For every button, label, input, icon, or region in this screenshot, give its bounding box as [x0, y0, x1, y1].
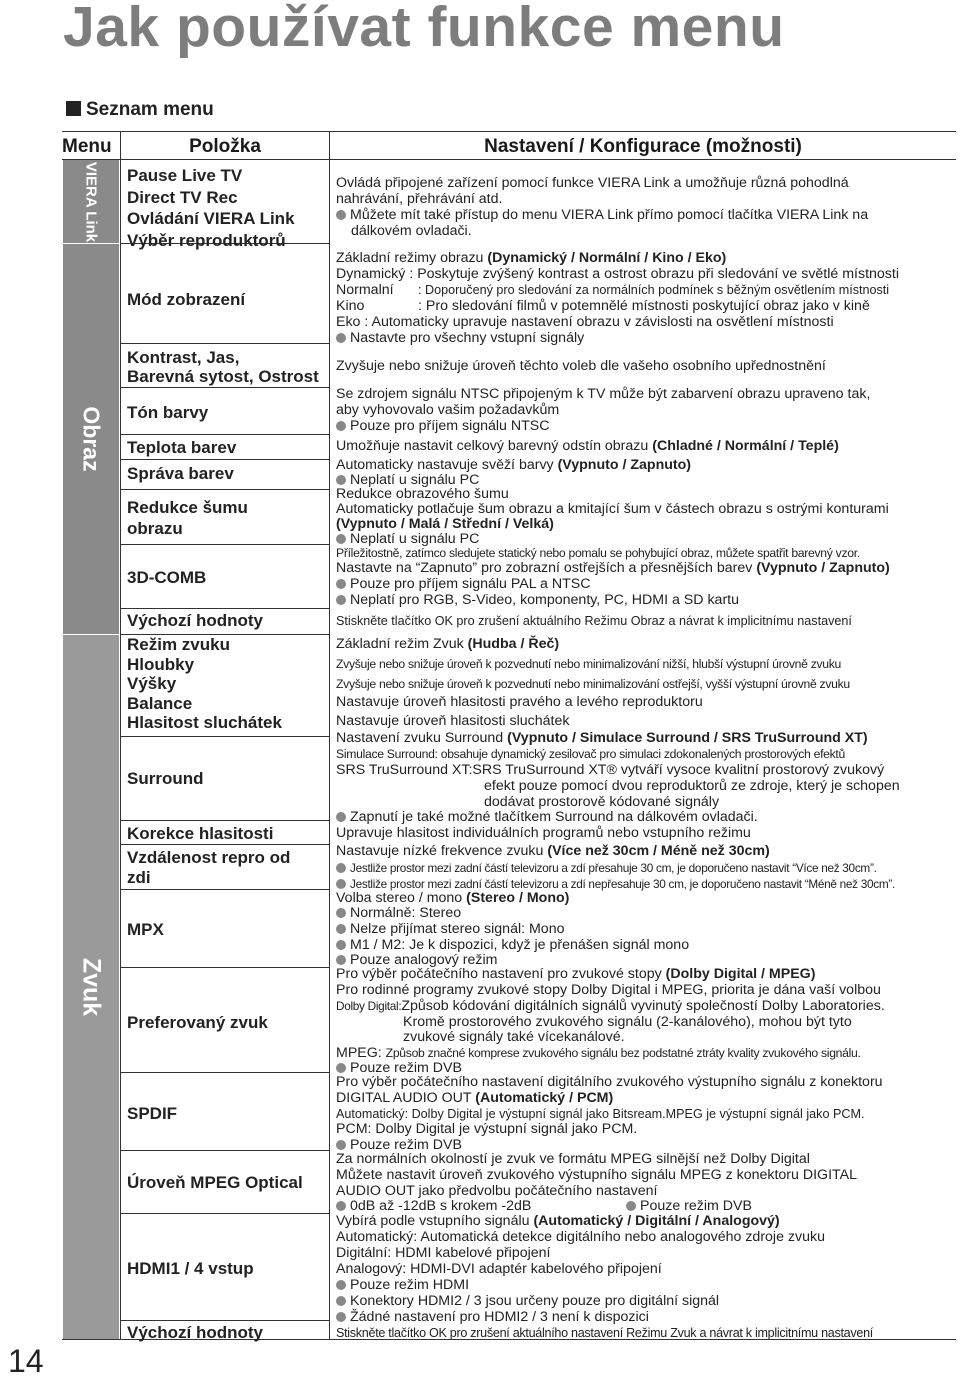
desc-line: Základní režimy obrazu (Dynamický / Normální / Kino / Eko) — [336, 250, 727, 266]
desc-line: Stiskněte tlačítko OK pro zrušení aktuálního nastavení Režimu Zvuk a návrat k implicitnímu nastavení — [336, 1326, 873, 1340]
desc-line: M1 / M2: Je k dispozici, když je přenášen signál mono — [336, 937, 689, 953]
item-vychozi-hodnoty-zvuk: Výchozí hodnoty — [127, 1323, 263, 1342]
desc-line: Neplatí pro RGB, S-Video, komponenty, PC, HDMI a SD kartu — [336, 592, 739, 608]
desc-line: Simulace Surround: obsahuje dynamický zesilovač pro simulaci zdokonalených prostorových efektů — [336, 747, 845, 761]
group-zvuk — [63, 634, 119, 1339]
bullet-icon — [336, 863, 346, 873]
desc-line: Pouze režim HDMI — [336, 1277, 469, 1293]
desc-line: Digitální: HDMI kabelové připojení — [336, 1245, 551, 1261]
header-settings: Nastavení / Konfigurace (možnosti) — [329, 131, 956, 160]
desc-line: Umožňuje nastavit celkový barevný odstín obrazu (Chladné / Normální / Teplé) — [336, 438, 839, 454]
bullet-icon — [336, 579, 346, 589]
desc-line: Můžete mít také přístup do menu VIERA Link přímo pomocí tlačítka VIERA Link na — [336, 207, 868, 223]
group-obraz — [63, 243, 119, 634]
desc-line: Ovládá připojené zařízení pomocí funkce VIERA Link a umožňuje různá pohodlná — [336, 175, 849, 191]
row-divider — [121, 459, 329, 460]
desc-line: Zapnutí je také možné tlačítkem Surround na dálkovém ovladači. — [336, 809, 758, 825]
row-divider — [121, 736, 329, 737]
item-preferovany-zvuk: Preferovaný zvuk — [127, 1013, 268, 1032]
desc-line: nahrávání, přehrávání atd. — [336, 191, 503, 207]
header-menu: Menu — [62, 131, 120, 160]
row-divider — [121, 608, 329, 609]
desc-line: Základní režim Zvuk (Hudba / Řeč) — [336, 636, 560, 652]
row-divider — [121, 1150, 329, 1151]
item-hdmi-vstup: HDMI1 / 4 vstup — [127, 1259, 254, 1278]
desc-line: dodávat prostorově kódované signály — [484, 794, 720, 810]
bullet-icon — [336, 1063, 346, 1073]
bullet-icon — [336, 210, 346, 220]
desc-line: Kino : Pro sledování filmů v potemnělé místnosti poskytující obraz jako v kině — [336, 298, 870, 314]
bullet-icon — [336, 1280, 346, 1290]
row-divider — [121, 1320, 329, 1321]
desc-line: Pouze režim DVB — [336, 1060, 462, 1076]
bullet-icon — [336, 475, 346, 485]
bullet-icon — [336, 1296, 346, 1306]
section-label: Seznam menu — [86, 99, 214, 120]
desc-line: Pouze režim DVB — [626, 1198, 752, 1214]
row-divider — [121, 387, 329, 388]
page-title: Jak používat funkce menu — [63, 0, 785, 59]
desc-line: Neplatí u signálu PC — [336, 472, 479, 488]
desc-line: Analogový: HDMI-DVI adaptér kabelového připojení — [336, 1261, 662, 1277]
desc-line: Pro výběr počátečního nastavení pro zvukové stopy (Dolby Digital / MPEG) — [336, 966, 816, 982]
desc-line: Kromě prostorového zvukového signálu (2-kanálového), mohou být tyto — [403, 1014, 852, 1030]
desc-line: Automatický: Dolby Digital je výstupní signál jako Bitsream.MPEG je výstupní signál jako PCM. — [336, 1107, 865, 1121]
group-label: Zvuk — [77, 957, 106, 1017]
item-barevna-sytost: Barevná sytost, Ostrost — [127, 367, 319, 386]
desc-line: Neplatí u signálu PC — [336, 531, 479, 547]
desc-line: Dynamický : Poskytuje zvýšený kontrast a ostrost obrazu při sledování ve světlé místnosti — [336, 266, 899, 282]
item-vzdalenost-repro: Vzdálenost repro od — [127, 848, 291, 867]
desc-line: Se zdrojem signálu NTSC připojeným k TV může být zabarvení obrazu upraveno tak, — [336, 386, 871, 402]
group-viera-link — [63, 160, 119, 243]
item-3d-comb: 3D-COMB — [127, 568, 207, 587]
desc-line: efekt pouze pomocí dvou reproduktorů ze zdroje, který je schopen — [484, 778, 900, 794]
desc-line: Nastavte pro všechny vstupní signály — [336, 330, 584, 346]
desc-line: Nelze přijímat stereo signál: Mono — [336, 921, 564, 937]
desc-line: SRS TruSurround XT:SRS TruSurround XT® vytváří vysoce kvalitní prostorový zvukový — [336, 762, 885, 778]
bullet-icon — [336, 1312, 346, 1322]
item-vyber-reproduktoru: Výběr reproduktorů — [127, 231, 286, 250]
bullet-icon — [336, 955, 346, 965]
column-divider — [120, 160, 121, 1340]
bullet-icon — [336, 595, 346, 605]
desc-line: Zvyšuje nebo snižuje úroveň těchto voleb dle vašeho osobního upřednostnění — [336, 358, 826, 374]
desc-line: Za normálních okolností je zvuk ve formátu MPEG silnější než Dolby Digital — [336, 1151, 810, 1167]
square-bullet-icon — [66, 101, 81, 116]
bullet-icon — [336, 879, 346, 889]
item-balance: Balance — [127, 694, 193, 713]
item-ovladani-viera-link: Ovládání VIERA Link — [127, 209, 295, 228]
header-item: Položka — [120, 131, 329, 160]
item-kontrast: Kontrast, Jas, — [127, 348, 240, 367]
item-mod-zobrazeni: Mód zobrazení — [127, 290, 246, 309]
bullet-icon — [336, 421, 346, 431]
desc-line: Pro výběr počátečního nastavení digitálního zvukového výstupního signálu z konektoru — [336, 1074, 883, 1090]
bullet-icon — [336, 1201, 346, 1211]
desc-line: Nastavení zvuku Surround (Vypnuto / Simulace Surround / SRS TruSurround XT) — [336, 730, 868, 746]
desc-line: Jestliže prostor mezi zadní částí televizoru a zdí přesahuje 30 cm, je doporučeno nastavit “Více než 30cm”. — [336, 860, 877, 876]
bullet-icon — [336, 534, 346, 544]
desc-line: Nastavuje úroveň hlasitosti sluchátek — [336, 713, 570, 729]
group-label: VIERA Link — [82, 161, 100, 242]
desc-line: Normalní : Doporučený pro sledování za normálních podmínek s běžným osvětlením místnosti — [336, 282, 890, 298]
row-divider — [121, 434, 329, 435]
row-divider — [121, 820, 329, 821]
row-divider — [121, 889, 329, 890]
desc-line: Můžete nastavit úroveň zvukového výstupního signálu MPEG z konektoru DIGITAL — [336, 1167, 857, 1183]
bullet-icon — [626, 1201, 636, 1211]
desc-line: (Vypnuto / Malá / Střední / Velká) — [336, 516, 554, 532]
item-ton-barvy: Tón barvy — [127, 403, 209, 422]
desc-line: Pouze režim DVB — [336, 1137, 462, 1153]
bullet-icon — [336, 333, 346, 343]
desc-line: Pouze pro příjem signálu PAL a NTSC — [336, 576, 591, 592]
desc-line: Vybírá podle vstupního signálu (Automatický / Digitální / Analogový) — [336, 1213, 780, 1229]
desc-line: Pouze pro příjem signálu NTSC — [336, 418, 550, 434]
item-vysky: Výšky — [127, 674, 177, 693]
item-rezim-zvuku: Režim zvuku — [127, 635, 230, 654]
desc-line: Nastavuje nízké frekvence zvuku (Více než 30cm / Méně než 30cm) — [336, 843, 770, 859]
item-korekce-hlasitosti: Korekce hlasitosti — [127, 824, 274, 843]
item-redukce-sumu: Redukce šumu — [127, 498, 248, 517]
desc-line: Nastavte na “Zapnuto” pro zobrazní ostřejších a přesnějších barev (Vypnuto / Zapnuto) — [336, 560, 890, 576]
row-divider — [121, 1072, 329, 1073]
item-teplota-barev: Teplota barev — [127, 438, 237, 457]
desc-line: Upravuje hlasitost individuálních programů nebo vstupního režimu — [336, 825, 751, 841]
row-divider — [121, 967, 329, 968]
desc-line: DIGITAL AUDIO OUT (Automatický / PCM) — [336, 1090, 614, 1106]
desc-line: Automaticky potlačuje šum obrazu a kmitající šum v částech obrazu s ostrými konturami — [336, 501, 889, 517]
row-divider — [121, 544, 329, 545]
desc-line: Eko : Automaticky upravuje nastavení obrazu v závislosti na osvětlení místnosti — [336, 314, 834, 330]
desc-line: Pro rodinné programy zvukové stopy Dolby Digital i MPEG, priorita je dána vaší volbou — [336, 982, 881, 998]
item-pause-live-tv: Pause Live TV — [127, 166, 243, 185]
desc-line: Automatický: Automatická detekce digitálního nebo analogového zdroje zvuku — [336, 1229, 825, 1245]
bullet-icon — [336, 1140, 346, 1150]
item-direct-tv-rec: Direct TV Rec — [127, 188, 238, 207]
desc-line: Normálně: Stereo — [336, 905, 461, 921]
desc-line: Zvyšuje nebo snižuje úroveň k pozvednutí nebo minimalizování ostřejší, vyšší výstupní úrovně zvuku — [336, 677, 850, 691]
row-divider — [121, 1213, 329, 1214]
item-surround: Surround — [127, 769, 204, 788]
row-divider — [121, 489, 329, 490]
desc-line: PCM: Dolby Digital je výstupní signál jako PCM. — [336, 1121, 638, 1137]
desc-line: Stiskněte tlačítko OK pro zrušení aktuálního Režimu Obraz a návrat k implicitnímu nastavení — [336, 614, 852, 628]
item-vzdalenost-repro-2: zdi — [127, 868, 151, 887]
desc-line: Jestliže prostor mezi zadní částí televizoru a zdí nepřesahuje 30 cm, je doporučeno nastavit “Méně než 30cm”. — [336, 876, 895, 892]
row-divider — [121, 343, 329, 344]
desc-line: zvukové signály také vícekanálové. — [403, 1029, 625, 1045]
desc-line: 0dB až -12dB s krokem -2dB — [336, 1198, 531, 1214]
item-hloubky: Hloubky — [127, 655, 195, 674]
desc-line: Volba stereo / mono (Stereo / Mono) — [336, 890, 570, 906]
desc-line: Zvyšuje nebo snižuje úroveň k pozvednutí nebo minimalizování nižší, hlubší výstupní úrovně zvuku — [336, 657, 842, 671]
desc-line: dálkovém ovladači. — [351, 223, 472, 239]
desc-line: MPEG: Způsob značné komprese zvukového signálu bez podstatné ztráty kvality zvukového signálu. — [336, 1045, 861, 1061]
desc-line: Pouze analogový režim — [336, 952, 497, 968]
column-divider — [329, 160, 330, 1340]
desc-line: Automaticky nastavuje svěží barvy (Vypnuto / Zapnuto) — [336, 457, 692, 473]
group-label: Obraz — [78, 406, 105, 472]
row-divider — [121, 844, 329, 845]
desc-line: Příležitostně, zatímco sledujete statický nebo pomalu se pohybující obraz, můžete spatřit barevný vzor. — [336, 546, 860, 560]
bullet-icon — [336, 812, 346, 822]
bullet-icon — [336, 940, 346, 950]
desc-line: Konektory HDMI2 / 3 jsou určeny pouze pro digitální signál — [336, 1293, 719, 1309]
desc-line: Nastavuje úroveň hlasitosti pravého a levého reproduktoru — [336, 694, 703, 710]
desc-line: Žádné nastavení pro HDMI2 / 3 není k dispozici — [336, 1309, 649, 1325]
bullet-icon — [336, 924, 346, 934]
item-hlasitost-sluchatek: Hlasitost sluchátek — [127, 713, 282, 732]
section-heading — [66, 99, 214, 121]
item-mpx: MPX — [127, 920, 164, 939]
desc-line: AUDIO OUT jako předvolbu počátečního nastavení — [336, 1183, 658, 1199]
item-spdif: SPDIF — [127, 1104, 178, 1123]
page-number: 14 — [8, 1343, 44, 1379]
item-vychozi-hodnoty-obraz: Výchozí hodnoty — [127, 611, 263, 630]
bullet-icon — [336, 908, 346, 918]
item-sprava-barev: Správa barev — [127, 464, 234, 483]
item-uroven-mpeg-optical: Úroveň MPEG Optical — [127, 1173, 303, 1192]
desc-line: Dolby Digital:Způsob kódování digitálních signálů vyvinutý společností Dolby Laboratories. — [336, 998, 885, 1014]
item-redukce-sumu-2: obrazu — [127, 519, 183, 538]
desc-line: Redukce obrazového šumu — [336, 486, 509, 502]
desc-line: aby vyhovovalo vašim požadavkům — [336, 402, 560, 418]
